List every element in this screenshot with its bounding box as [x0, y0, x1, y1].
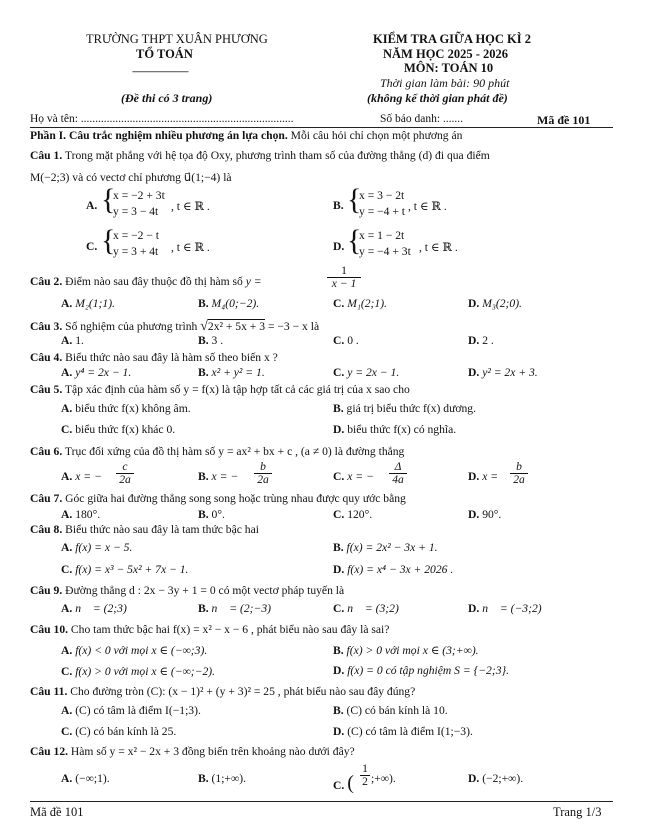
q9-option-a[interactable]: A. n⃗ = (2;3)	[61, 602, 127, 615]
q12-c-fraction: $\frac{1}{2}$	[360, 763, 370, 788]
q1-option-d-line1: x = 1 − 2t	[359, 229, 405, 242]
q2-option-d[interactable]: D. M₃(2;0).	[468, 297, 522, 310]
q7-option-a[interactable]: A. 180°.	[61, 508, 101, 521]
question-1: Câu 1. Trong mặt phẳng với hệ tọa độ Oxy, phương trình tham số của đường thẳng (d) đi qua điểm	[30, 149, 490, 162]
q7-option-c[interactable]: C. 120°.	[333, 508, 373, 521]
q1-option-b-label[interactable]: B.	[333, 199, 344, 212]
exam-time: Thời gian làm bài: 90 phút	[380, 76, 510, 90]
q1-c-brace: {	[101, 224, 116, 257]
exam-title: KIỂM TRA GIỮA HỌC KÌ 2	[373, 32, 532, 46]
question-12: Câu 12. Hàm số y = x² − 2x + 3 đồng biến trên khoảng nào dưới đây?	[30, 745, 355, 758]
q6-c-fraction: $\frac{\Delta}{4a}$	[389, 461, 407, 486]
student-name-field: Họ và tên: ..........................................................................	[30, 113, 294, 125]
q11-option-d[interactable]: D. (C) có tâm là điểm I(1;−3).	[333, 725, 473, 738]
q11-option-c[interactable]: C. (C) có bán kính là 25.	[61, 725, 177, 738]
q6-option-a[interactable]: A. x = −	[61, 470, 102, 483]
q12-option-d[interactable]: D. (−2;+∞).	[468, 772, 524, 785]
question-2: Câu 2. Điểm nào sau đây thuộc đồ thị hàm số y =	[30, 275, 262, 288]
q3-option-a[interactable]: A. 1.	[61, 334, 84, 347]
question-3: Câu 3. Số nghiệm của phương trình √2x² + 5x + 3 = −3 − x là	[30, 319, 320, 334]
q3-option-d[interactable]: D. 2 .	[468, 334, 494, 347]
question-1-line2: M(−2;3) và có vectơ chỉ phương u⃗(1;−4) là	[30, 171, 232, 184]
q11-option-b[interactable]: B. (C) có bán kính là 10.	[333, 704, 448, 717]
header-divider	[30, 127, 613, 128]
header-dashes: ----------------------------	[132, 66, 188, 76]
q12-option-c[interactable]: C. (	[333, 772, 354, 794]
school-year: NĂM HỌC 2025 - 2026	[383, 47, 508, 61]
q1-option-b-line2: y = −4 + t	[359, 205, 406, 218]
q1-option-c-domain: , t ∈ ℝ .	[171, 241, 210, 254]
q5-option-d[interactable]: D. biểu thức f(x) có nghĩa.	[333, 423, 457, 436]
q2-fraction: $\frac{1}{x - 1}$	[327, 265, 361, 290]
q9-option-b[interactable]: B. n⃗ = (2;−3)	[198, 602, 271, 615]
q9-option-c[interactable]: C. n⃗ = (3;2)	[333, 602, 399, 615]
question-4: Câu 4. Biểu thức nào sau đây là hàm số theo biến x ?	[30, 351, 278, 364]
q6-option-b[interactable]: B. x = −	[198, 470, 239, 483]
q2-option-b[interactable]: B. M₄(0;−2).	[198, 297, 260, 310]
q5-option-c[interactable]: C. biểu thức f(x) khác 0.	[61, 423, 176, 436]
q12-c-interval-end: ;+∞).	[371, 772, 396, 785]
q4-option-c[interactable]: C. y = 2x − 1.	[333, 366, 400, 379]
question-9: Câu 9. Đường thẳng d : 2x − 3y + 1 = 0 có một vectơ pháp tuyến là	[30, 584, 345, 597]
q1-option-c-line1: x = −2 − t	[113, 229, 160, 242]
q1-option-a-line2: y = 3 − 4t	[113, 205, 159, 218]
q12-option-b[interactable]: B. (1;+∞).	[198, 772, 246, 785]
q2-option-a[interactable]: A. M₂(1;1).	[61, 297, 115, 310]
footer-exam-code: Mã đề 101	[30, 805, 84, 819]
page-note: (Đề thi có 3 trang)	[121, 91, 213, 105]
q10-option-b[interactable]: B. f(x) > 0 với mọi x ∈ (3;+∞).	[333, 644, 479, 657]
exam-code: Mã đề 101	[537, 113, 591, 127]
q3-option-b[interactable]: B. 3 .	[198, 334, 224, 347]
q7-option-b[interactable]: B. 0°.	[198, 508, 225, 521]
q2-option-c[interactable]: C. M₁(2;1).	[333, 297, 387, 310]
q1-option-b-domain: , t ∈ ℝ .	[408, 200, 447, 213]
q3-option-c[interactable]: C. 0 .	[333, 334, 359, 347]
part1-heading: Phần I. Câu trắc nghiệm nhiều phương án lựa chọn. Mỗi câu hỏi chỉ chọn một phương án	[30, 129, 463, 142]
q12-option-a[interactable]: A. (−∞;1).	[61, 772, 110, 785]
q6-option-c[interactable]: C. x = −	[333, 470, 374, 483]
q6-a-fraction: $\frac{c}{2a}$	[116, 461, 134, 486]
question-6: Câu 6. Trục đối xứng của đồ thị hàm số y = ax² + bx + c , (a ≠ 0) là đường thẳng	[30, 445, 405, 458]
q9-option-d[interactable]: D. n⃗ = (−3;2)	[468, 602, 542, 615]
question-7: Câu 7. Góc giữa hai đường thẳng song song hoặc trùng nhau được quy ước bằng	[30, 492, 406, 505]
q5-option-a[interactable]: A. biểu thức f(x) không âm.	[61, 402, 191, 415]
q8-option-c[interactable]: C. f(x) = x³ − 5x² + 7x − 1.	[61, 563, 189, 576]
q1-option-a-line1: x = −2 + 3t	[113, 189, 165, 202]
q4-option-a[interactable]: A. y⁴ = 2x − 1.	[61, 366, 132, 379]
q1-option-d-line2: y = −4 + 3t	[359, 245, 411, 258]
subject: MÔN: TOÁN 10	[404, 61, 494, 75]
group-name: TỔ TOÁN	[136, 47, 193, 61]
time-note: (không kể thời gian phát đề)	[367, 91, 508, 105]
question-8: Câu 8. Biểu thức nào sau đây là tam thức bậc hai	[30, 523, 259, 536]
q1-d-brace: {	[347, 224, 362, 257]
q1-a-brace: {	[101, 183, 116, 216]
q6-option-d[interactable]: D. x =	[468, 470, 499, 483]
q1-option-d-domain: , t ∈ ℝ .	[419, 241, 458, 254]
q1-b-brace: {	[347, 183, 362, 216]
q8-option-d[interactable]: D. f(x) = x⁴ − 3x + 2026 .	[333, 563, 454, 576]
q7-option-d[interactable]: D. 90°.	[468, 508, 502, 521]
question-10: Câu 10. Cho tam thức bậc hai f(x) = x² − x − 6 , phát biểu nào sau đây là sai?	[30, 623, 390, 636]
footer-page-number: Trang 1/3	[553, 805, 602, 819]
footer-divider	[30, 801, 613, 802]
q6-d-fraction: $\frac{b}{2a}$	[510, 461, 528, 486]
question-5: Câu 5. Tập xác định của hàm số y = f(x) là tập hợp tất cả các giá trị của x sao cho	[30, 383, 410, 396]
q10-option-d[interactable]: D. f(x) = 0 có tập nghiệm S = {−2;3}.	[333, 664, 510, 677]
q11-option-a[interactable]: A. (C) có tâm là điểm I(−1;3).	[61, 704, 201, 717]
school-name: TRƯỜNG THPT XUÂN PHƯƠNG	[86, 32, 268, 46]
q4-option-d[interactable]: D. y² = 2x + 3.	[468, 366, 538, 379]
q1-option-c-label[interactable]: C.	[86, 240, 98, 253]
q4-option-b[interactable]: B. x² + y² = 1.	[198, 366, 265, 379]
q1-option-c-line2: y = 3 + 4t	[113, 245, 159, 258]
q5-option-b[interactable]: B. giá trị biểu thức f(x) dương.	[333, 402, 476, 415]
q1-option-b-line1: x = 3 − 2t	[359, 189, 405, 202]
q1-option-a-label[interactable]: A.	[86, 199, 98, 212]
q6-b-fraction: $\frac{b}{2a}$	[254, 461, 272, 486]
q1-option-a-domain: , t ∈ ℝ .	[171, 200, 210, 213]
q8-option-b[interactable]: B. f(x) = 2x² − 3x + 1.	[333, 541, 438, 554]
q10-option-c[interactable]: C. f(x) > 0 với mọi x ∈ (−∞;−2).	[61, 665, 216, 678]
q8-option-a[interactable]: A. f(x) = x − 5.	[61, 541, 133, 554]
q1-option-d-label[interactable]: D.	[333, 240, 345, 253]
q10-option-a[interactable]: A. f(x) < 0 với mọi x ∈ (−∞;3).	[61, 644, 208, 657]
student-id-field: Số báo danh: .......	[380, 113, 464, 125]
question-11: Câu 11. Cho đường tròn (C): (x − 1)² + (y + 3)² = 25 , phát biểu nào sau đây đúng?	[30, 685, 416, 698]
